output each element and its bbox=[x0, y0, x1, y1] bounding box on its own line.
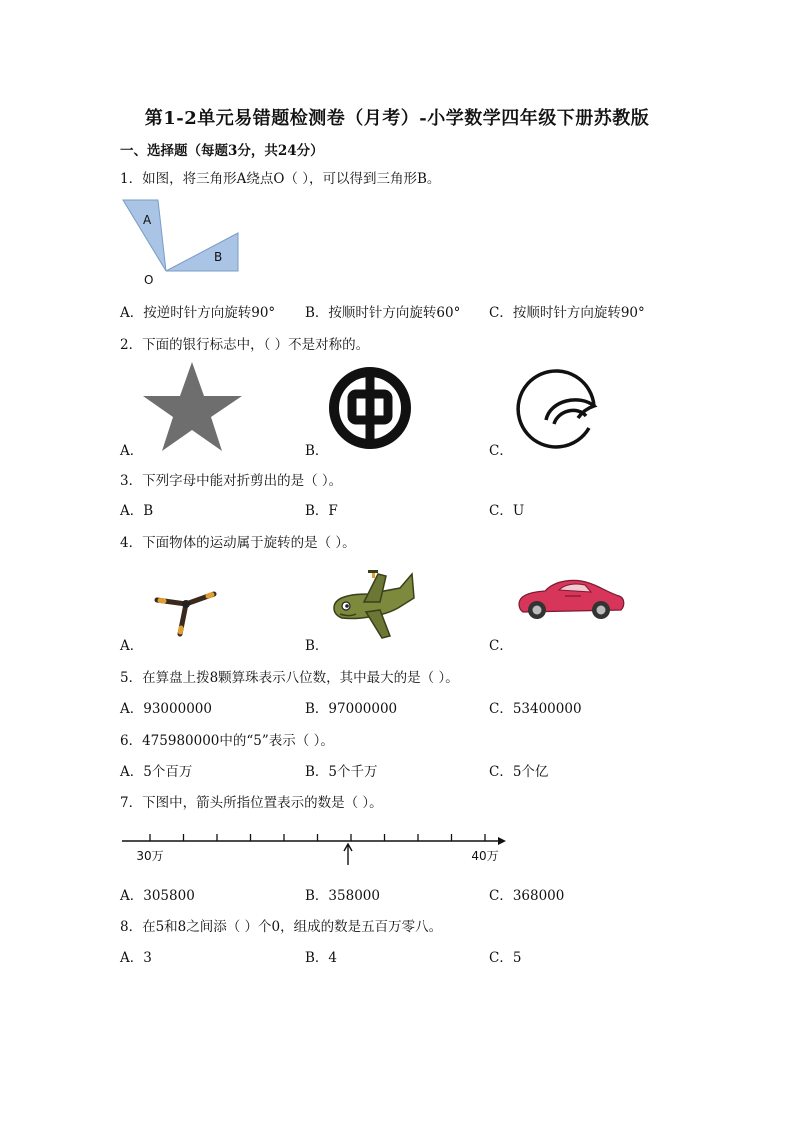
number-line-figure bbox=[120, 828, 510, 872]
swirl-logo-icon bbox=[510, 368, 602, 452]
bank-of-china-logo-icon bbox=[327, 365, 413, 451]
question-7-stem: 7．下图中，箭头所指位置表示的数是（ ）。 bbox=[120, 795, 383, 811]
car-icon bbox=[515, 574, 627, 622]
q2-option-b: B． bbox=[305, 443, 329, 459]
q5-option-c: C．53400000 bbox=[489, 701, 582, 717]
question-5-stem: 5．在算盘上拨8颗算珠表示八位数，其中最大的是（ ）。 bbox=[120, 670, 459, 686]
q6-option-b: B．5个千万 bbox=[305, 764, 378, 780]
q7-option-c: C．368000 bbox=[489, 888, 565, 904]
q8-option-c: C．5 bbox=[489, 950, 522, 966]
q1-option-a: A．按逆时针方向旋转90° bbox=[120, 305, 276, 321]
q1-option-c: C．按顺时针方向旋转90° bbox=[489, 305, 645, 321]
q7-option-a: A．305800 bbox=[120, 888, 195, 904]
question-6-stem: 6．475980000中的“5”表示（ ）。 bbox=[120, 733, 334, 749]
numberline-start-label: 30万 bbox=[136, 849, 164, 863]
question-2-stem: 2．下面的银行标志中，（ ）不是对称的。 bbox=[120, 337, 370, 353]
star-logo-icon bbox=[140, 360, 245, 452]
airplane-icon bbox=[328, 568, 416, 640]
numberline-end-label: 40万 bbox=[471, 849, 499, 863]
q2-option-c: C． bbox=[489, 443, 513, 459]
label-a: A bbox=[143, 213, 152, 227]
question-1-stem: 1．如图，将三角形A绕点O（ ），可以得到三角形B。 bbox=[120, 171, 441, 187]
q5-option-b: B．97000000 bbox=[305, 701, 398, 717]
rotation-triangles-figure bbox=[118, 196, 243, 288]
q3-option-a: A．B bbox=[120, 503, 154, 519]
label-o: O bbox=[144, 273, 154, 287]
q4-option-c: C． bbox=[489, 638, 513, 654]
q4-option-a: A． bbox=[120, 638, 144, 654]
propeller-icon bbox=[152, 586, 220, 638]
triangle-b bbox=[166, 233, 238, 271]
q8-option-a: A．3 bbox=[120, 950, 152, 966]
question-3-stem: 3．下列字母中能对折剪出的是（ ）。 bbox=[120, 473, 343, 489]
q3-option-c: C．U bbox=[489, 503, 525, 519]
q2-option-a: A． bbox=[120, 443, 144, 459]
q4-option-b: B． bbox=[305, 638, 329, 654]
q3-option-b: B．F bbox=[305, 503, 338, 519]
question-4-stem: 4．下面物体的运动属于旋转的是（ ）。 bbox=[120, 535, 356, 551]
q6-option-a: A．5个百万 bbox=[120, 764, 193, 780]
q6-option-c: C．5个亿 bbox=[489, 764, 549, 780]
question-8-stem: 8．在5和8之间添（ ）个0，组成的数是五百万零八。 bbox=[120, 919, 443, 935]
up-arrow-icon bbox=[344, 844, 352, 865]
label-b: B bbox=[214, 250, 223, 264]
section-heading: 一、选择题（每题3分，共24分） bbox=[120, 143, 324, 159]
page-title: 第1-2单元易错题检测卷（月考）-小学数学四年级下册苏教版 bbox=[144, 108, 650, 129]
q7-option-b: B．358000 bbox=[305, 888, 380, 904]
triangle-a bbox=[123, 200, 166, 271]
q8-option-b: B．4 bbox=[305, 950, 338, 966]
q1-option-b: B．按顺时针方向旋转60° bbox=[305, 305, 461, 321]
q5-option-a: A．93000000 bbox=[120, 701, 212, 717]
